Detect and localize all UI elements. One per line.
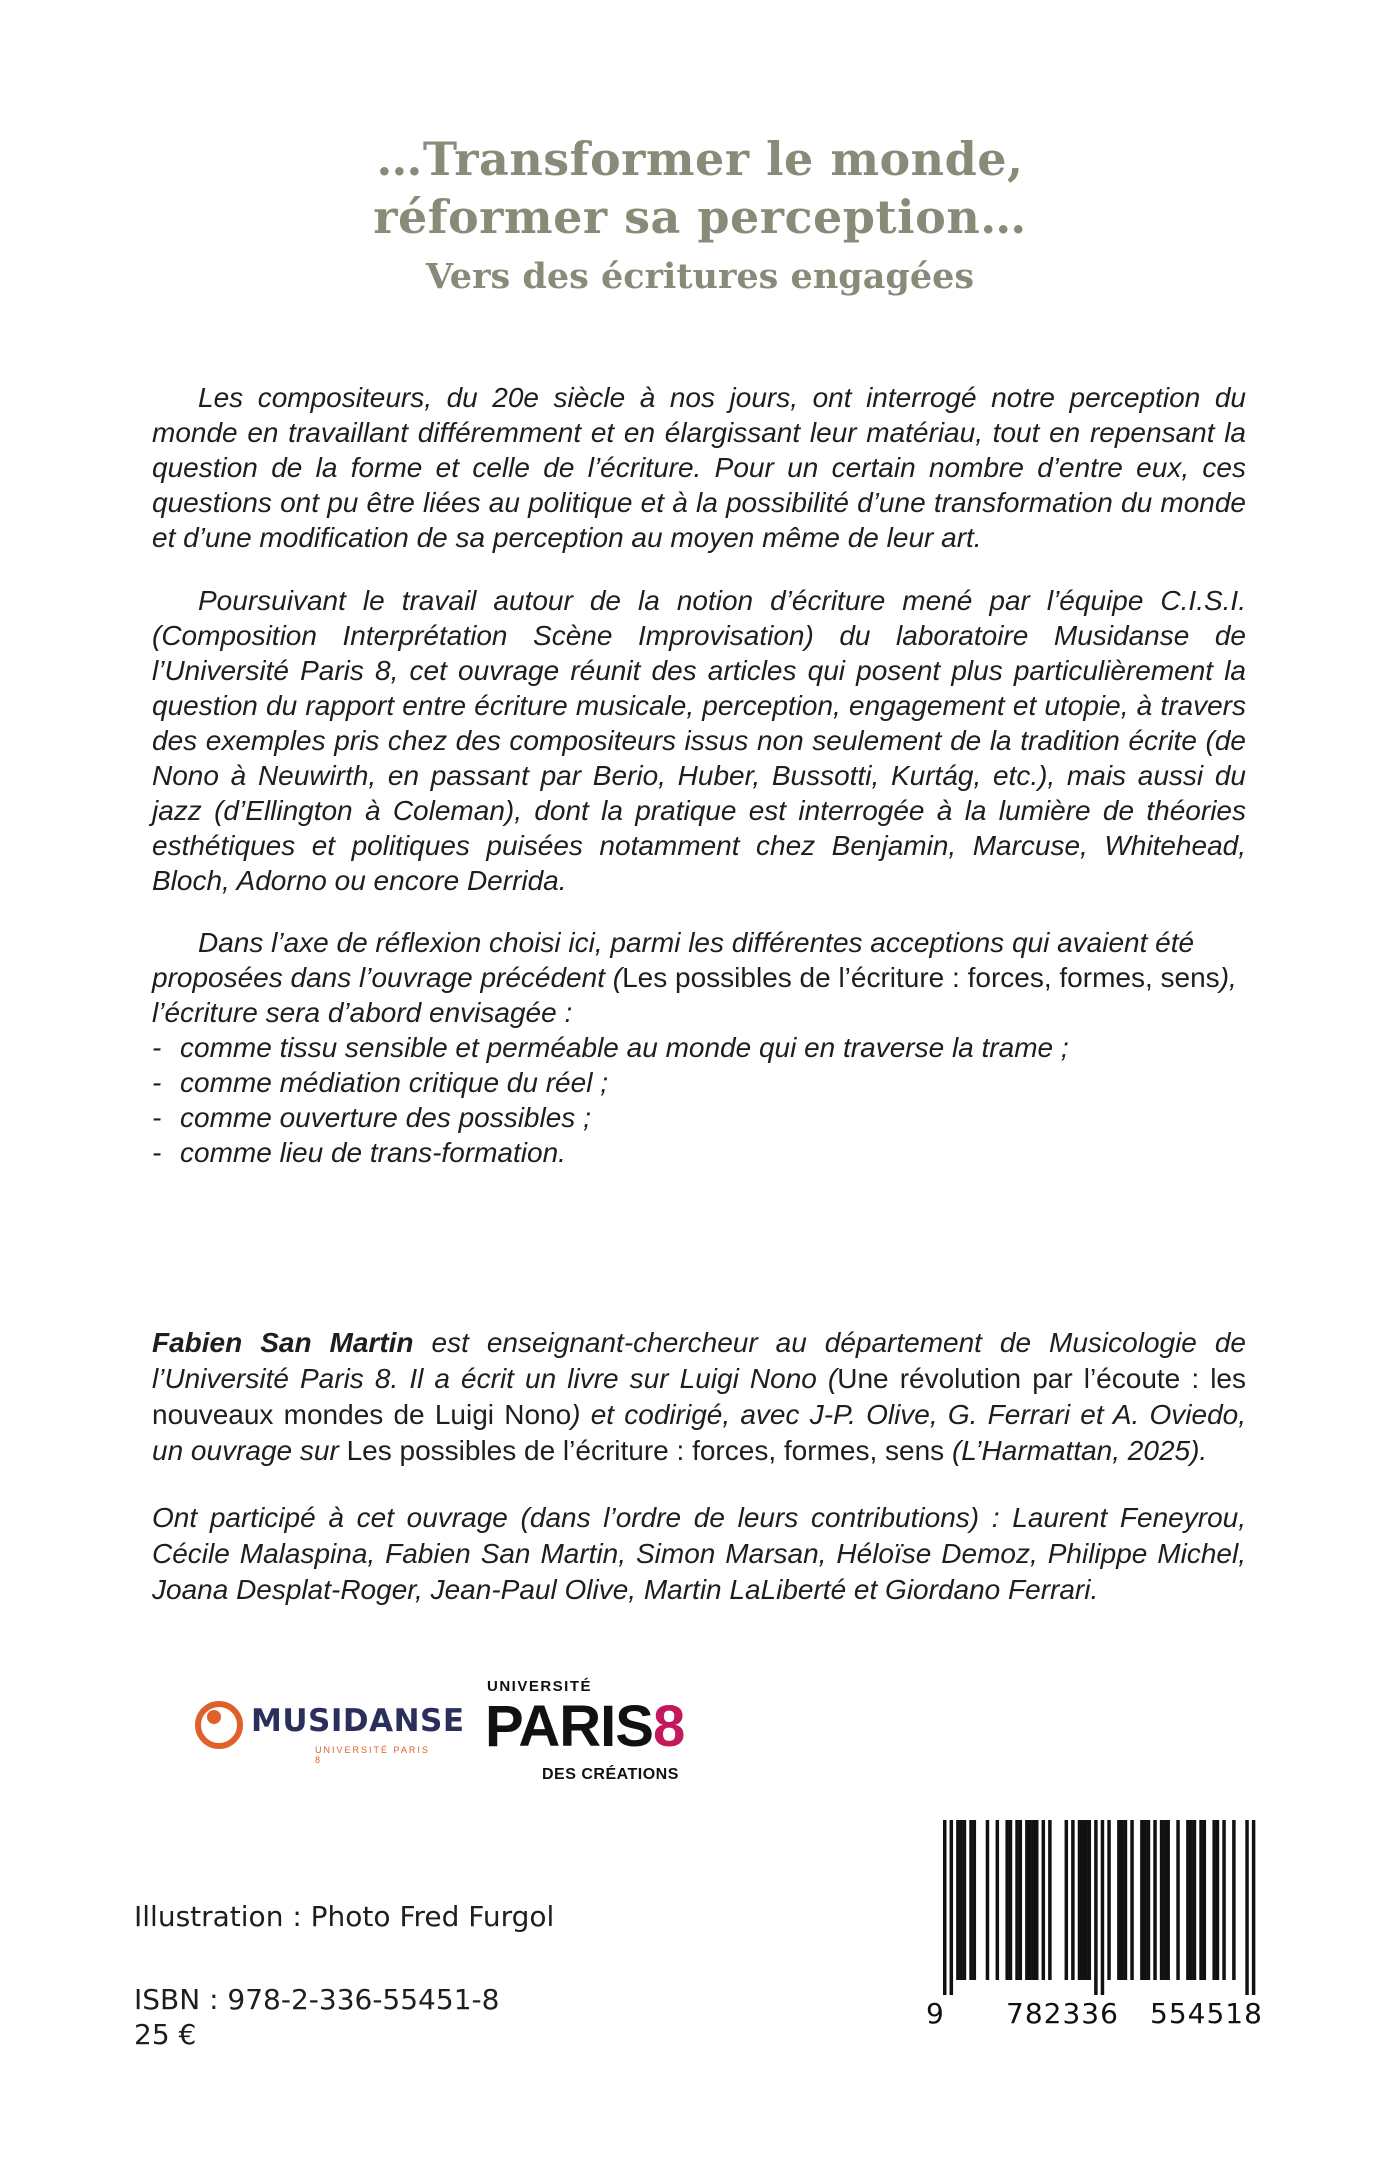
list-item-text: comme tissu sensible et perméable au monde qui en traverse la trame ; [180,1032,1069,1063]
paragraph-3-end: ), l’écriture sera d’abord envisagée : [152,962,1237,1028]
barcode-bar [1081,1820,1084,1980]
barcode-bar [943,1820,946,1995]
list-item [152,1065,1246,1100]
list-item [152,1135,1246,1170]
barcode-bar [1009,1820,1012,1980]
barcode-bar [1143,1820,1146,1980]
barcode-bar [1088,1820,1091,1980]
author-bio-part: est enseignant-chercheur au département de Musicologie de l’Université Paris 8. Il a écrit un livre sur Luigi Nono ( [152,1327,1246,1394]
list-item-text: comme lieu de trans-formation. [180,1137,566,1168]
barcode-bar [1166,1820,1169,1980]
barcode-bar [1160,1820,1163,1980]
title-block [0,130,1400,306]
barcode-bar [1117,1820,1120,1980]
barcode-bar [1199,1820,1202,1980]
price: 25 € [134,2018,197,2051]
barcode-bar [1071,1820,1074,1980]
paragraph-3-intro: Dans l’axe de réflexion choisi ici, parmi les différentes acceptions qui avaient été proposées dans l’ouvrage précédent ( [152,927,1195,993]
musidanse-logo [195,1695,465,1765]
barcode-bar [1252,1820,1255,1995]
barcode-bar [963,1820,966,1980]
barcode-bar [1216,1820,1219,1980]
list-dash: - [152,1067,162,1098]
barcode-bar [1065,1820,1068,1980]
author-bio [152,1325,1246,1469]
author-bio-text [152,1325,1246,1469]
barcode-bar [950,1820,953,1995]
barcode-bar [1186,1820,1189,1980]
title-line-1: …Transformer le monde, [376,132,1024,186]
title-line-2: réformer sa perception… [373,190,1027,244]
author-book-2: Les possibles de l’écriture : forces, formes, sens [346,1435,945,1466]
barcode-bar [986,1820,989,1980]
barcode-bar [1176,1820,1179,1980]
paris8-bottom: DES CRÉATIONS [542,1766,679,1783]
author-bio-part: ) et codirigé, avec J-P. Olive, G. Ferrari et A. Oviedo, un ouvrage sur [152,1399,1247,1466]
barcode-first-digit: 9 [926,1997,944,2030]
barcode-bar [1015,1820,1018,1980]
barcode-bar [1232,1820,1235,1980]
barcode-bar [1048,1820,1051,1980]
paris8-word: PARIS [485,1694,653,1759]
list-item [152,1030,1246,1065]
barcode-bar [1005,1820,1008,1980]
barcode-bar [1222,1820,1225,1980]
barcode-bar [956,1820,959,1980]
barcode-bar [1035,1820,1038,1980]
logo-dot [207,1710,221,1724]
barcode-bar [1084,1820,1087,1980]
barcode-bar [1107,1820,1110,1980]
barcode-bar [1163,1820,1166,1980]
barcode-bar [1025,1820,1028,1980]
barcode-bar [1212,1820,1215,1980]
barcode-bar [996,1820,999,1980]
contributors [152,1500,1246,1608]
list-dash: - [152,1137,162,1168]
barcode-bar [1153,1820,1156,1980]
barcode-bar [1101,1820,1104,1995]
barcode-bars [920,1820,1265,1995]
barcode-left-digits: 782336 [1006,1997,1119,2030]
paris8-logo [485,1678,725,1788]
paris8-main [485,1694,684,1760]
list-dash: - [152,1032,162,1063]
barcode-bar [1032,1820,1035,1980]
barcode-bar [1189,1820,1192,1980]
paragraph-3-text [152,925,1246,1030]
musidanse-subtitle: UNIVERSITÉ PARIS 8 [315,1745,430,1765]
barcode-bar [969,1820,972,1980]
paragraph-2-text: Poursuivant le travail autour de la notion d’écriture mené par l’équipe C.I.S.I. (Composition Interprétation Scène Improvisation) du laboratoire Musidanse de l’Université Paris 8, cet ouvrage réunit des articles qui posent plus particulièrement la question du rapport entre écriture musicale, perception, engagement et utopie, à travers des exemples pris chez des compositeurs issus non seulement de la tradition écrite (de Nono à Neuwirth, en passant par Berio, Huber, Bussotti, Kurtág, etc.), mais aussi du jazz (d’Ellington à Coleman), dont la pratique est interrogée à la lumière de théories esthétiques et politiques puisées notamment chez Benjamin, Marcuse, Whitehead, Bloch, Adorno ou encore Derrida. [152,585,1246,896]
author-book-1: Une révolution par l’écoute : les nouveaux mondes de Luigi Nono [152,1363,1246,1430]
music-note-icon [195,1701,243,1749]
author-name: Fabien San Martin [152,1327,414,1358]
list-dash: - [152,1102,162,1133]
contributors-text: Ont participé à cet ouvrage (dans l’ordre de leurs contributions) : Laurent Feneyrou, Cécile Malaspina, Fabien San Martin, Simon Marsan, Héloïse Demoz, Philippe Michel, Joana Desplat-Roger, Jean-Paul Olive, Martin LaLiberté et Giordano Ferrari. [152,1502,1246,1605]
barcode-bar [1147,1820,1150,1980]
barcode-bar [959,1820,962,1980]
list-item-text: comme médiation critique du réel ; [180,1067,608,1098]
barcode-bar [1193,1820,1196,1980]
barcode-bar [1120,1820,1123,1980]
paragraph-2 [152,583,1246,898]
barcode-bar [1245,1820,1248,1995]
paris8-top: UNIVERSITÉ [487,1678,593,1695]
author-bio-part: (L’Harmattan, 2025). [944,1435,1208,1466]
barcode-bar [1130,1820,1133,1980]
barcode-bar [1028,1820,1031,1980]
illustration-credit: Illustration : Photo Fred Furgol [134,1900,555,1933]
writing-list [152,1030,1246,1170]
paragraph-1-text: Les compositeurs, du 20e siècle à nos jours, ont interrogé notre perception du monde en travaillant différemment et en élargissant leur matériau, tout en repensant la question de la forme et celle de l’écriture. Pour un certain nombre d’entre eux, ces questions ont pu être liées au politique et à la possibilité d’une transformation du monde et d’une modification de sa perception au moyen même de leur art. [152,382,1246,553]
barcode-bar [1042,1820,1045,1980]
barcode [920,1820,1265,2030]
list-item-text: comme ouverture des possibles ; [180,1102,591,1133]
barcode-bar [1124,1820,1127,1980]
barcode-bar [1094,1820,1097,1995]
barcode-bar [973,1820,976,1980]
paris8-number: 8 [652,1694,685,1759]
musidanse-name: MUSIDANSE [251,1703,465,1739]
barcode-bar [1203,1820,1206,1980]
subtitle: Vers des écritures engagées [425,256,975,297]
isbn: ISBN : 978-2-336-55451-8 [134,1983,500,2016]
paragraph-3 [152,925,1246,1170]
paragraph-1 [152,380,1246,555]
previous-book-title: Les possibles de l’écriture : forces, formes, sens [622,962,1220,993]
barcode-bar [1078,1820,1081,1980]
barcode-bar [1019,1820,1022,1980]
list-item [152,1100,1246,1135]
barcode-bar [1140,1820,1143,1980]
barcode-right-digits: 554518 [1150,1997,1263,2030]
